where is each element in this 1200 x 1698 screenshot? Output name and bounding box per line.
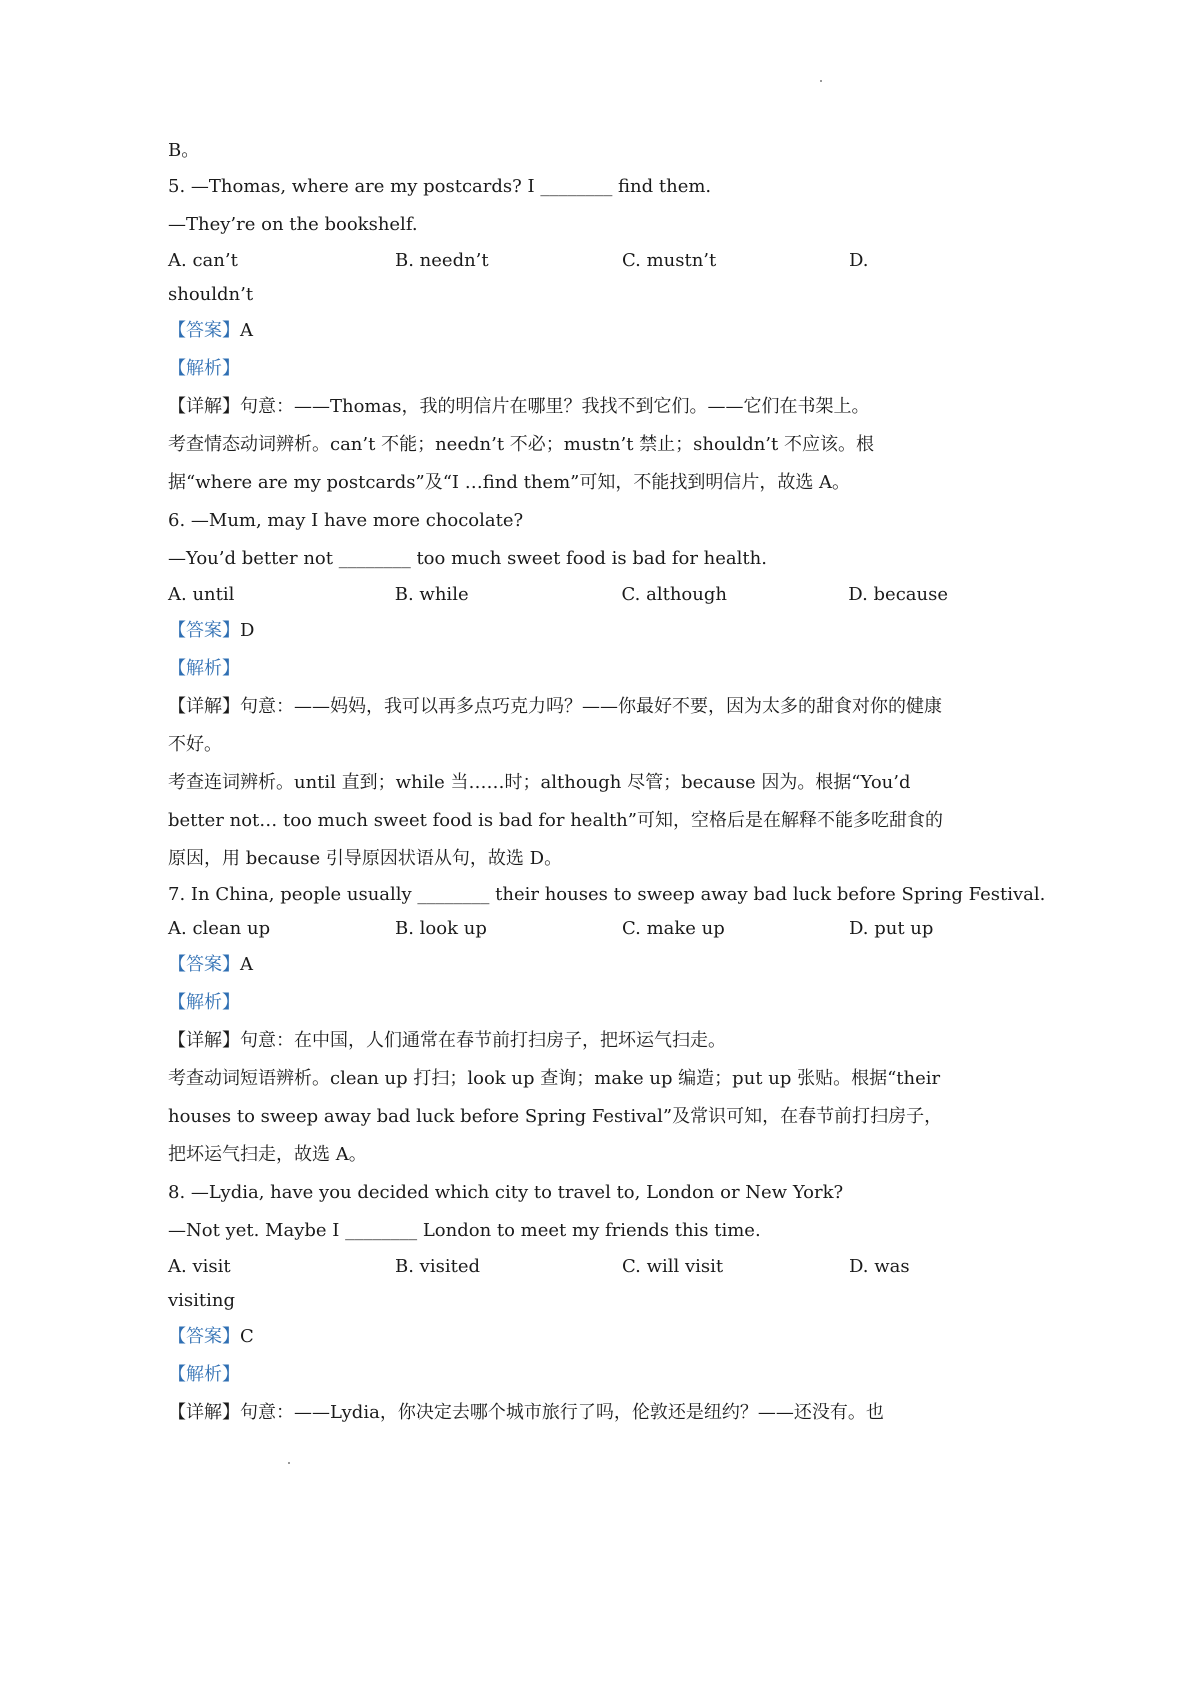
answer-tag: 【答案】 (168, 954, 240, 975)
option-a: A. visit (168, 1256, 231, 1277)
option-c: C. will visit (622, 1256, 724, 1277)
detail-text: 句意：——Lydia，你决定去哪个城市旅行了吗，伦敦还是纽约？——还没有。也 (240, 1402, 884, 1423)
option-b: B. needn’t (395, 250, 489, 271)
q5-explanation: 考查情态动词辨析。can’t 不能；needn’t 不必；mustn’t 禁止；shouldn’t 不应该。根据“where are my postcards”及“I …find them”可知，不能找到明信片，故选 A。 (168, 434, 874, 493)
option-a: A. clean up (168, 918, 271, 939)
scan-dot (820, 80, 822, 82)
q8-option-d-continued: visiting (168, 1290, 236, 1311)
q6-stem-2: —You’d better not ________ too much sweet food is bad for health. (168, 548, 767, 569)
q6-stem-1: 6. —Mum, may I have more chocolate? (168, 510, 524, 531)
answer-value: D (240, 620, 255, 641)
option-c: C. although (621, 584, 727, 605)
q5-stem-1: 5. —Thomas, where are my postcards? I ________ find them. (168, 176, 712, 197)
detail-tag: 【详解】 (168, 396, 240, 417)
detail-tag: 【详解】 (168, 1402, 240, 1423)
option-a: A. can’t (168, 250, 238, 271)
answer-tag: 【答案】 (168, 1326, 240, 1347)
q7-answer (168, 946, 948, 984)
detail-text: 句意：在中国，人们通常在春节前打扫房子，把坏运气扫走。 (240, 1030, 726, 1051)
q6-analysis (168, 650, 948, 688)
analysis-tag: 【解析】 (168, 658, 240, 679)
q5-options (168, 244, 948, 278)
q6-options (168, 578, 948, 612)
q5-analysis (168, 350, 948, 388)
q7-options (168, 912, 948, 946)
q8-answer (168, 1318, 948, 1356)
answer-tag: 【答案】 (168, 320, 240, 341)
answer-value: A (240, 954, 253, 975)
q6-explanation: 考查连词辨析。until 直到；while 当……时；although 尽管；because 因为。根据“You’d better not… too much sweet food is bad for health”可知，空格后是在解释不能多吃甜食的原因，用 because 引导原因状语从句，故选 D。 (168, 772, 943, 869)
analysis-tag: 【解析】 (168, 992, 240, 1013)
option-d: D. because (848, 584, 948, 605)
answer-tag: 【答案】 (168, 620, 240, 641)
q8-stem-2: —Not yet. Maybe I ________ London to meet my friends this time. (168, 1220, 761, 1241)
answer-value: A (240, 320, 253, 341)
option-c: C. mustn’t (622, 250, 717, 271)
detail-text: 句意：——Thomas，我的明信片在哪里？我找不到它们。——它们在书架上。 (240, 396, 870, 417)
q8-detail (168, 1394, 948, 1432)
detail-tag: 【详解】 (168, 1030, 240, 1051)
option-a: A. until (168, 584, 235, 605)
q6-detail (168, 688, 948, 764)
analysis-tag: 【解析】 (168, 1364, 240, 1385)
analysis-tag: 【解析】 (168, 358, 240, 379)
q5-option-d-continued: shouldn’t (168, 284, 254, 305)
option-b: B. visited (395, 1256, 480, 1277)
option-d: D. (849, 250, 869, 271)
detail-tag: 【详解】 (168, 696, 240, 717)
option-d: D. was (849, 1256, 910, 1277)
answer-value: C (240, 1326, 254, 1347)
q8-stem-1: 8. —Lydia, have you decided which city to travel to, London or New York? (168, 1182, 844, 1203)
option-b: B. look up (395, 918, 487, 939)
q7-explanation: 考查动词短语辨析。clean up 打扫；look up 查询；make up 编造；put up 张贴。根据“their houses to sweep away bad luck before Spring Festival”及常识可知，在春节前打扫房子，把坏运气扫走，故选 A。 (168, 1068, 943, 1165)
q5-answer (168, 312, 948, 350)
q5-stem-2: —They’re on the bookshelf. (168, 214, 418, 235)
option-d: D. put up (849, 918, 934, 939)
q7-detail (168, 1022, 948, 1060)
option-c: C. make up (622, 918, 725, 939)
q8-analysis (168, 1356, 948, 1394)
q8-options (168, 1250, 948, 1284)
q7-analysis (168, 984, 948, 1022)
q6-answer (168, 612, 948, 650)
q4-tail: B。 (168, 140, 200, 161)
detail-text: 句意：——妈妈，我可以再多点巧克力吗？——你最好不要，因为太多的甜食对你的健康不好。 (168, 696, 942, 755)
scan-dot (288, 1462, 290, 1464)
document-page (168, 134, 1046, 1432)
option-b: B. while (394, 584, 469, 605)
q7-stem-1: 7. In China, people usually ________ their houses to sweep away bad luck before Spring Festival. (168, 884, 1046, 905)
q5-detail (168, 388, 948, 426)
